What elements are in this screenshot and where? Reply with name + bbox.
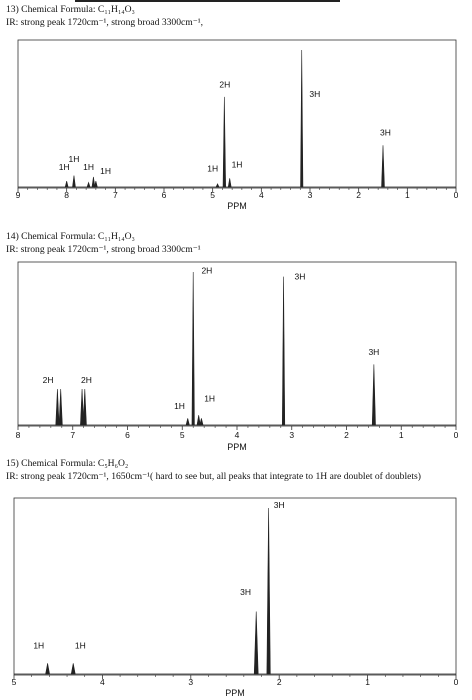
nmr-peak — [83, 389, 86, 425]
nmr-peak — [73, 176, 76, 187]
x-tick-label: 3 — [188, 677, 194, 687]
nmr-peak — [382, 145, 385, 187]
nmr-peak — [216, 184, 219, 187]
nmr-peak — [254, 612, 258, 674]
integration-label: 1H — [74, 640, 86, 651]
nmr-peak — [59, 389, 62, 425]
integration-label: 2H — [42, 374, 54, 385]
x-tick-label: 3 — [307, 190, 313, 200]
nmr-peak — [267, 508, 270, 674]
x-tick-label: 6 — [161, 190, 167, 200]
nmr-peak — [65, 181, 68, 187]
x-tick-label: 4 — [258, 190, 264, 200]
problem-13 — [6, 4, 466, 29]
nmr-peak — [87, 182, 90, 187]
x-axis-title: PPM — [227, 201, 247, 211]
integration-label: 1H — [100, 166, 112, 177]
x-tick-label: 1 — [398, 430, 404, 440]
x-tick-label: 2 — [276, 677, 282, 687]
nmr-peak — [192, 272, 194, 425]
x-tick-label: 1 — [404, 190, 410, 200]
integration-label: 3H — [368, 347, 380, 358]
nmr-peak — [301, 50, 303, 187]
x-tick-label: 2 — [356, 190, 362, 200]
x-tick-label: 4 — [100, 677, 105, 687]
integration-label: 3H — [294, 271, 306, 282]
integration-label: 3H — [309, 88, 321, 99]
x-tick-label: 5 — [11, 677, 17, 687]
integration-label: 1H — [174, 401, 185, 412]
nmr-peak — [228, 178, 231, 187]
integration-label: 1H — [231, 159, 243, 170]
problem-title: 15) Chemical Formula: C₅H₆O₂ — [6, 458, 129, 469]
integration-label: 3H — [273, 500, 285, 510]
integration-label: 3H — [379, 127, 391, 138]
x-axis-title: PPM — [225, 688, 245, 698]
nmr-peak — [186, 418, 189, 425]
problem-14 — [6, 231, 466, 256]
x-tick-label: 0 — [453, 677, 459, 687]
nmr-spectrum-13 — [0, 36, 472, 226]
nmr-peak — [71, 663, 75, 674]
nmr-peak — [282, 277, 284, 425]
x-tick-label: 3 — [289, 430, 295, 440]
x-tick-label: 7 — [112, 190, 118, 200]
x-tick-label: 0 — [453, 190, 459, 200]
problem-title: 13) Chemical Formula: C₁₁H₁₄O₃ — [6, 4, 135, 15]
integration-label: 1H — [68, 153, 80, 164]
x-tick-label: 4 — [234, 430, 240, 440]
x-tick-label: 6 — [125, 430, 130, 440]
x-tick-label: 1 — [365, 677, 370, 687]
x-tick-label: 8 — [15, 430, 21, 440]
x-tick-label: 2 — [344, 430, 349, 440]
plot-frame — [18, 262, 456, 426]
integration-label: 1H — [204, 393, 216, 404]
x-tick-label: 9 — [15, 190, 21, 200]
integration-label: 2H — [201, 265, 213, 276]
nmr-peak — [94, 181, 97, 187]
x-tick-label: 5 — [210, 190, 216, 200]
header-rule — [75, 0, 340, 2]
x-tick-label: 7 — [70, 430, 76, 440]
nmr-spectrum-14 — [0, 258, 472, 454]
nmr-peak — [56, 389, 59, 425]
x-tick-label: 8 — [64, 190, 70, 200]
nmr-peak — [92, 177, 95, 187]
problem-title: 14) Chemical Formula: C₁₁H₁₄O₃ — [6, 231, 135, 242]
integration-label: 1H — [58, 162, 70, 173]
nmr-peak — [46, 663, 50, 674]
nmr-spectrum-15 — [0, 495, 472, 700]
ir-description: IR: strong peak 1720cm⁻¹, 1650cm⁻¹( hard to see but, all peaks that integrate to 1H are doublet of doublets) — [6, 470, 421, 482]
problem-15 — [6, 458, 466, 483]
x-tick-label: 5 — [179, 430, 185, 440]
integration-label: 3H — [240, 586, 252, 597]
x-tick-label: 0 — [453, 430, 459, 440]
nmr-peak — [223, 97, 226, 187]
nmr-peak — [200, 418, 203, 425]
integration-label: 2H — [81, 374, 92, 385]
integration-label: 1H — [207, 163, 219, 174]
integration-label: 1H — [83, 162, 95, 173]
x-axis-title: PPM — [227, 442, 247, 452]
integration-label: 2H — [219, 79, 231, 90]
ir-description: IR: strong peak 1720cm⁻¹, strong broad 3300cm⁻¹, — [6, 16, 204, 28]
nmr-peak — [372, 364, 375, 425]
integration-label: 1H — [33, 640, 45, 651]
ir-description: IR: strong peak 1720cm⁻¹, strong broad 3300cm⁻¹ — [6, 243, 201, 255]
